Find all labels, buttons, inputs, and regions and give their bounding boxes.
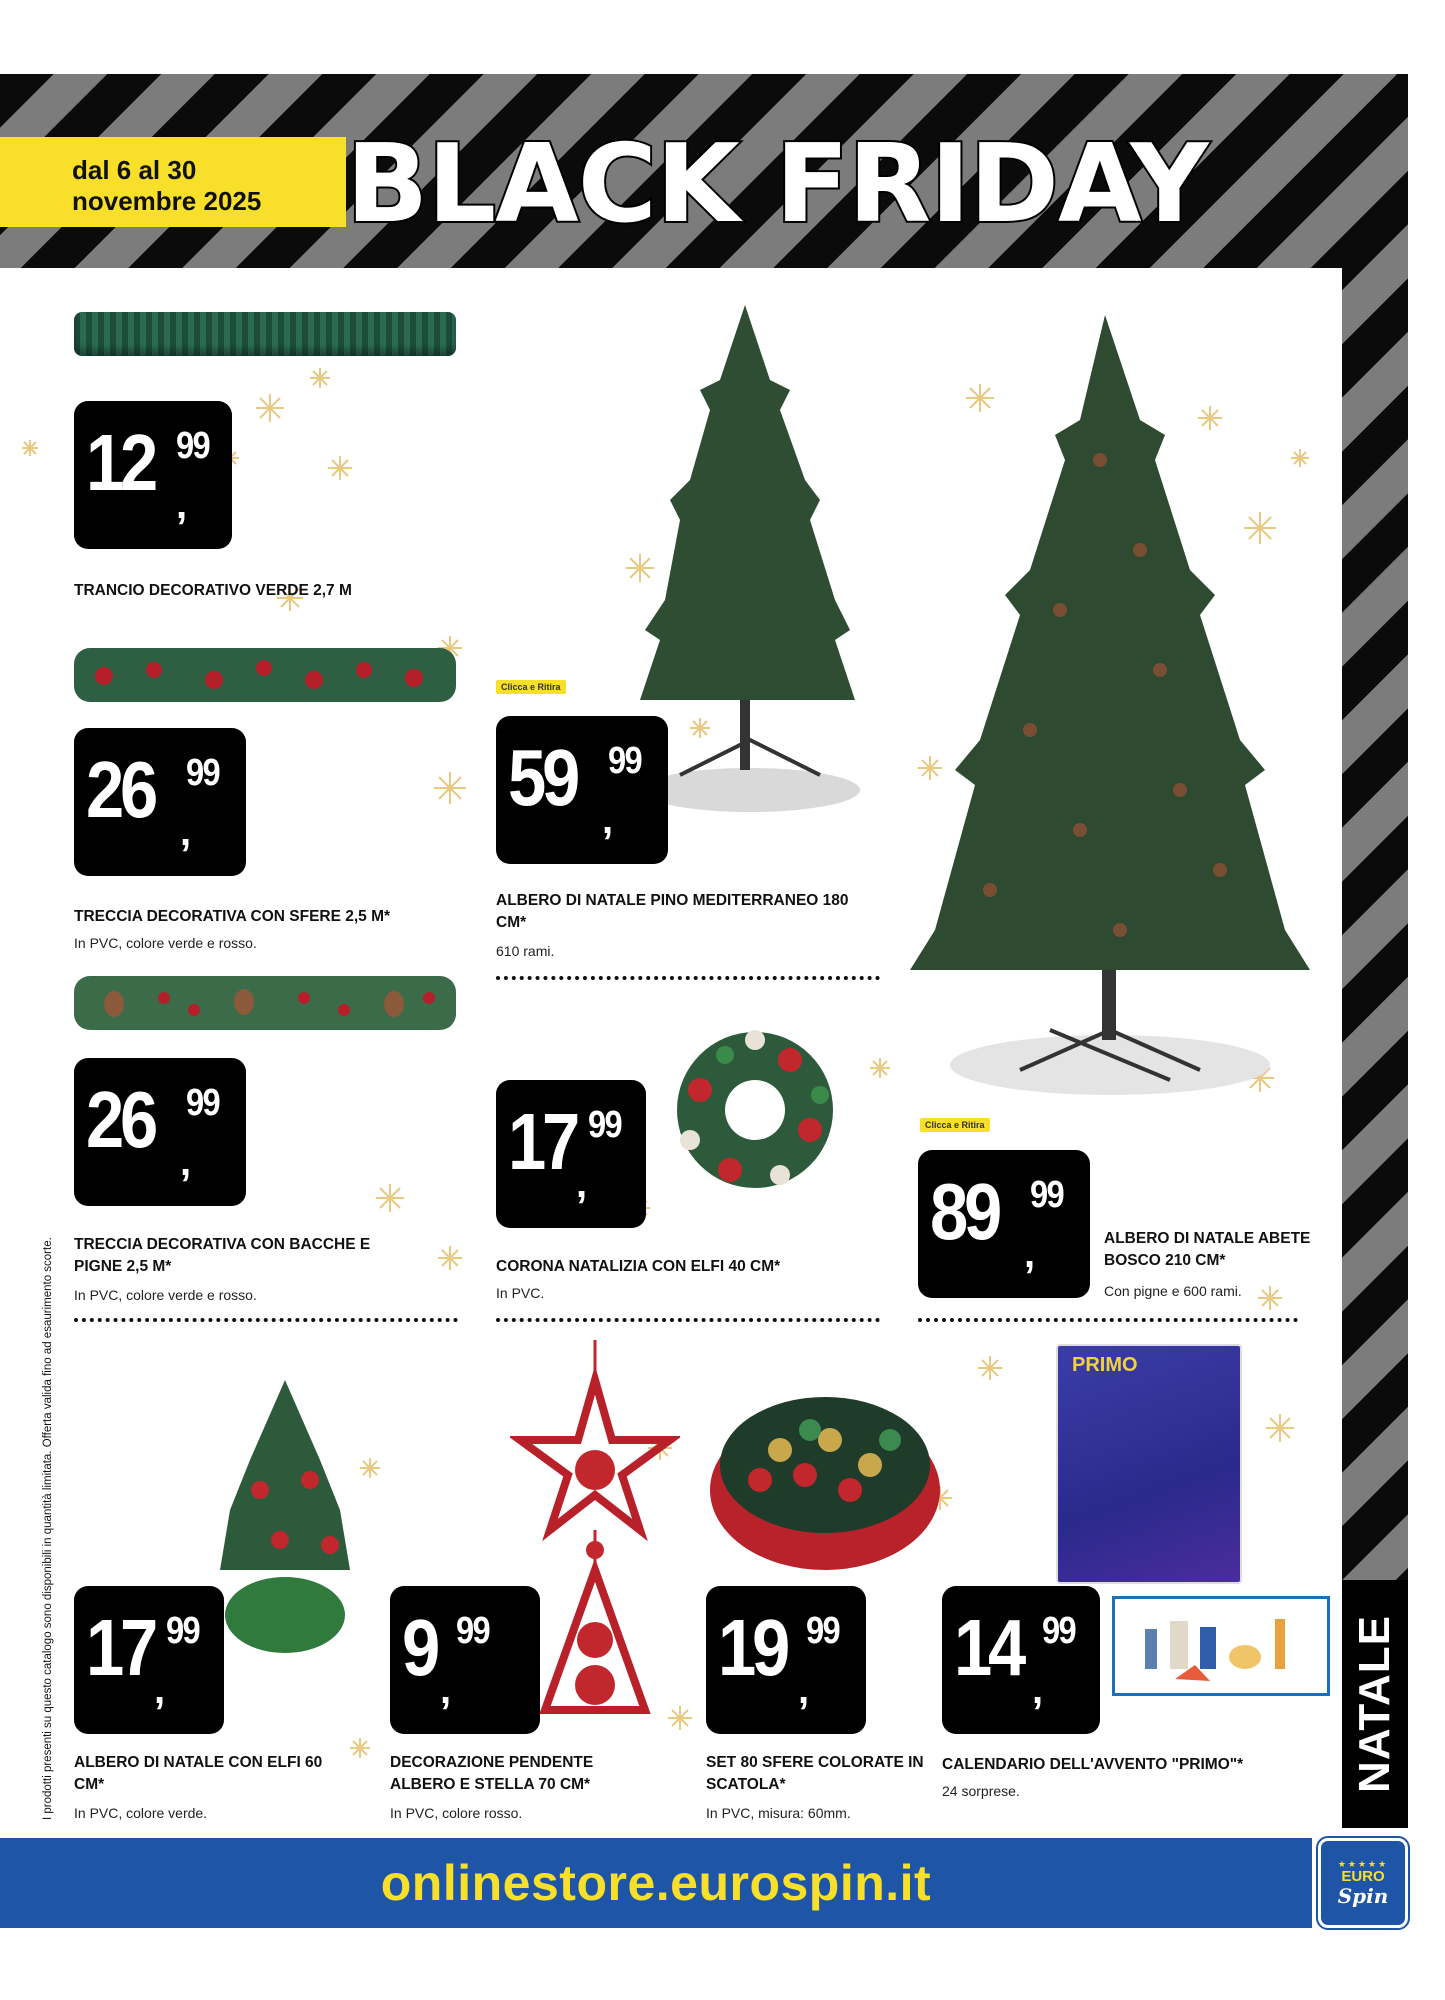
separator-dots bbox=[74, 1318, 458, 1322]
price-tag: 17 , 99 bbox=[74, 1586, 224, 1734]
sfere-box-image bbox=[700, 1370, 950, 1580]
price-tag: 17 , 99 bbox=[496, 1080, 646, 1228]
product-name: CORONA NATALIZIA CON ELFI 40 CM* bbox=[496, 1258, 781, 1275]
product-name: TRECCIA DECORATIVA CON BACCHE E PIGNE 2,5 M* bbox=[74, 1236, 371, 1275]
price-tag: 9 , 99 bbox=[390, 1586, 540, 1734]
product-name: TRANCIO DECORATIVO VERDE 2,7 M bbox=[74, 582, 352, 599]
product-name: SET 80 SFERE COLORATE IN SCATOLA* bbox=[706, 1754, 924, 1793]
price-tag: 59 , 99 bbox=[496, 716, 668, 864]
corona-wreath-image bbox=[660, 1010, 850, 1210]
product-name: CALENDARIO DELL'AVVENTO "PRIMO"* bbox=[942, 1756, 1244, 1773]
section-tab-natale: NATALE bbox=[1342, 1580, 1408, 1828]
product-description: 610 rami. bbox=[496, 943, 555, 959]
black-friday-headline: BLACK FRIDAY bbox=[346, 121, 1208, 247]
price-tag: 26 , 99 bbox=[74, 728, 246, 876]
product-name: ALBERO DI NATALE ABETE BOSCO 210 CM* bbox=[1104, 1230, 1311, 1269]
eurospin-logo: ★★★★★ EURO Spin bbox=[1318, 1838, 1408, 1928]
price-tag: 89 , 99 bbox=[918, 1150, 1090, 1298]
product-description: 24 sorprese. bbox=[942, 1783, 1020, 1799]
logo-stars-icon: ★★★★★ bbox=[1337, 1859, 1389, 1869]
separator-dots bbox=[496, 976, 880, 980]
price-tag: 12 , 99 bbox=[74, 401, 232, 549]
product-description: In PVC, misura: 60mm. bbox=[706, 1805, 851, 1821]
date-range-badge bbox=[0, 137, 346, 227]
product-name: ALBERO DI NATALE PINO MEDITERRANEO 180 CM* bbox=[496, 892, 849, 931]
green-garland-image bbox=[74, 312, 456, 356]
calendar-brand-label: PRIMO bbox=[1072, 1354, 1138, 1376]
product-description: In PVC, colore verde e rosso. bbox=[74, 1287, 257, 1303]
red-garland-image bbox=[74, 640, 456, 710]
price-tag: 26 , 99 bbox=[74, 1058, 246, 1206]
calendar-contents-inset bbox=[1112, 1596, 1330, 1696]
product-description: In PVC, colore verde. bbox=[74, 1805, 208, 1821]
product-description: In PVC. bbox=[496, 1285, 545, 1301]
store-url-link[interactable]: onlinestore.eurospin.it bbox=[380, 1855, 932, 1911]
product-name: TRECCIA DECORATIVA CON SFERE 2,5 M* bbox=[74, 908, 391, 925]
elfi-tree-image bbox=[200, 1370, 370, 1660]
separator-dots bbox=[918, 1318, 1298, 1322]
advent-calendar-image bbox=[1056, 1344, 1242, 1584]
product-description: In PVC, colore verde e rosso. bbox=[74, 935, 257, 951]
footer-bar[interactable] bbox=[0, 1838, 1312, 1928]
clicca-ritira-badge: Clicca e Ritira bbox=[496, 680, 566, 694]
date-range-text: dal 6 al 30 novembre 2025 bbox=[72, 155, 262, 216]
clicca-ritira-badge: Clicca e Ritira bbox=[920, 1118, 990, 1132]
abete-bosco-tree-image bbox=[900, 310, 1320, 1100]
separator-dots bbox=[496, 1318, 880, 1322]
product-description: In PVC, colore rosso. bbox=[390, 1805, 523, 1821]
berries-garland-image bbox=[74, 968, 456, 1038]
product-name: DECORAZIONE PENDENTE ALBERO E STELLA 70 CM* bbox=[390, 1754, 594, 1793]
product-name: ALBERO DI NATALE CON ELFI 60 CM* bbox=[74, 1754, 323, 1793]
price-tag: 14 , 99 bbox=[942, 1586, 1100, 1734]
art-supplies-icon bbox=[1115, 1599, 1327, 1693]
price-tag: 19 , 99 bbox=[706, 1586, 866, 1734]
product-description: Con pigne e 600 rami. bbox=[1104, 1283, 1242, 1299]
